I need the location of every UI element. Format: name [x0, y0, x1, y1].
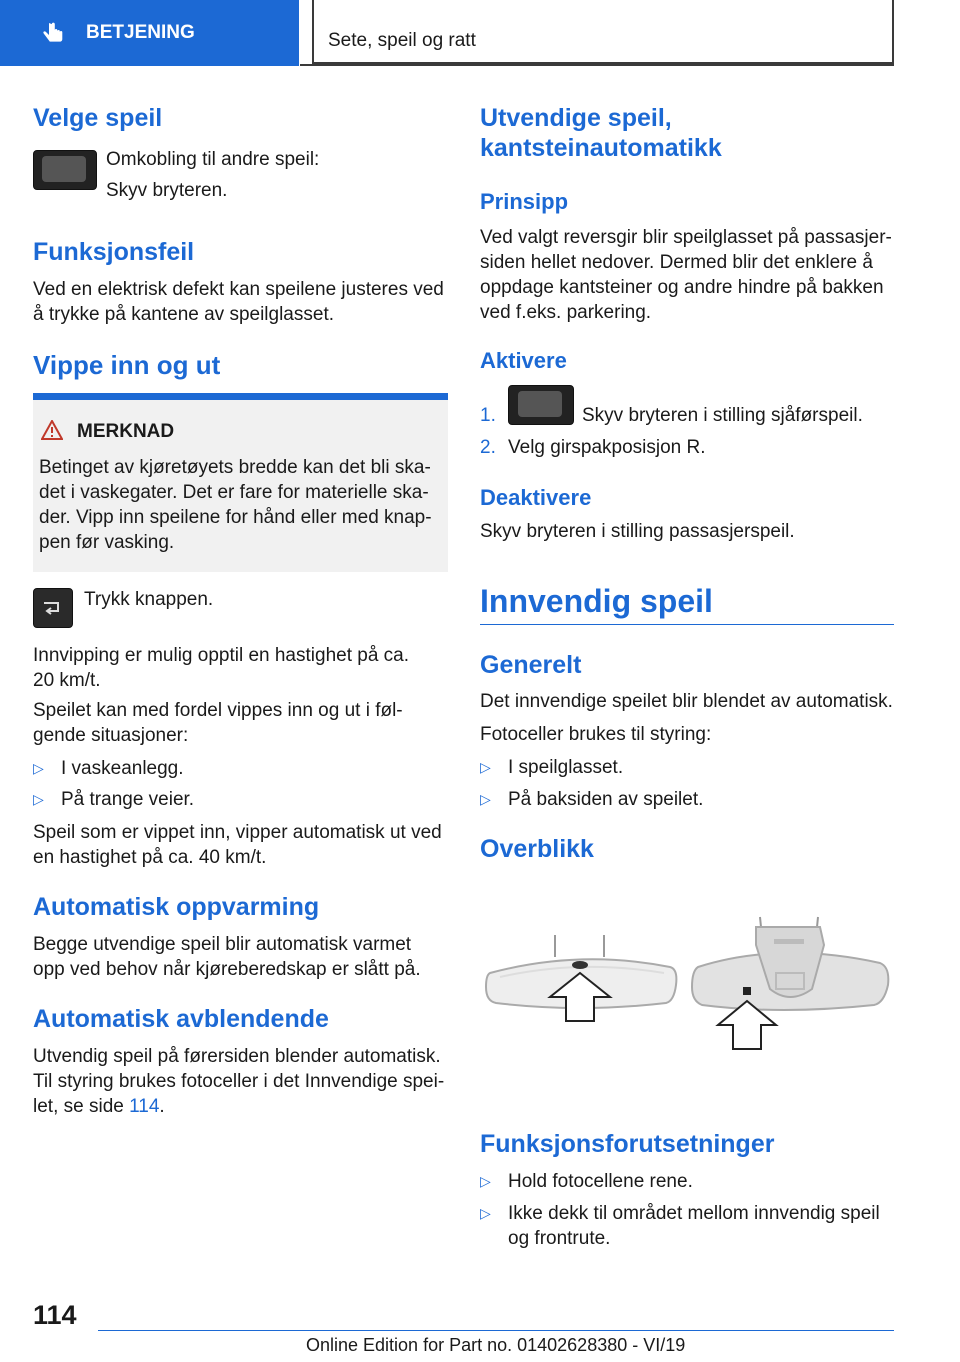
speilet-line-2: gende situasjoner:: [33, 725, 189, 746]
oppvarming-line-2: opp ved behov når kjøreberedskap er slått på.: [33, 959, 421, 980]
oppvarming-heading: Automatisk oppvarming: [33, 893, 320, 921]
generelt-heading: Generelt: [480, 651, 582, 679]
page-link[interactable]: 114: [129, 1096, 160, 1117]
fold-button-icon: [33, 588, 73, 628]
utvendige-heading-1: Utvendige speil,: [480, 104, 672, 132]
funksjonsfeil-heading: Funksjonsfeil: [33, 238, 195, 266]
notice-bar: [33, 393, 448, 400]
forutsetninger-cont: og frontrute.: [508, 1228, 611, 1249]
prinsipp-heading: Prinsipp: [480, 189, 569, 214]
notice-line-2: det i vaskegater. Det er fare for materielle ska-: [39, 482, 429, 503]
mirror-switch-icon: [33, 150, 97, 190]
avblendende-heading: Automatisk avblendende: [33, 1005, 329, 1033]
notice-label: MERKNAD: [77, 421, 175, 442]
step-number: 2.: [480, 437, 496, 458]
divider: [480, 624, 894, 625]
velge-speil-text-1: Omkobling til andre speil:: [106, 149, 320, 170]
generelt-line-2: Fotoceller brukes til styring:: [480, 724, 712, 745]
step-number: 1.: [480, 405, 496, 426]
bullet-triangle-icon: ▷: [480, 1205, 491, 1221]
velge-speil-text-2: Skyv bryteren.: [106, 180, 228, 201]
warning-icon: [41, 420, 63, 440]
aktivere-heading: Aktivere: [480, 348, 567, 373]
subsection-label: Sete, speil og ratt: [328, 30, 476, 51]
page-number: 114: [33, 1300, 77, 1330]
bullet-triangle-icon: ▷: [33, 760, 44, 776]
footer-rule: [98, 1330, 894, 1331]
deaktivere-text: Skyv bryteren i stilling passasjerspeil.: [480, 521, 795, 542]
notice-box: [33, 400, 448, 572]
bullet-triangle-icon: ▷: [480, 759, 491, 775]
vippe-heading: Vippe inn og ut: [33, 350, 221, 380]
edition-text: Online Edition for Part no. 01402628380 - VI/19: [306, 1335, 686, 1355]
mirror-switch-icon: [508, 385, 574, 425]
generelt-line-1: Det innvendige speilet blir blendet av automatisk.: [480, 691, 893, 712]
section-label: BETJENING: [86, 22, 195, 43]
deaktivere-heading: Deaktivere: [480, 485, 592, 510]
bullet-triangle-icon: ▷: [33, 791, 44, 807]
notice-line-3: der. Vipp inn speilene for hånd eller med knap-: [39, 507, 432, 528]
prinsipp-line-1: Ved valgt reversgir blir speilglasset på passasjer-: [480, 227, 892, 248]
innvipping-line-2: 20 km/t.: [33, 670, 101, 691]
avblendende-line-3: let, se side 114.: [33, 1096, 165, 1117]
funksjonsforutsetninger-heading: Funksjonsforutsetninger: [480, 1130, 775, 1158]
innvipping-line-1: Innvipping er mulig opptil en hastighet på ca.: [33, 645, 410, 666]
speilet-line-1: Speilet kan med fordel vippes inn og ut i føl-: [33, 700, 403, 721]
trykk-knappen: Trykk knappen.: [84, 589, 214, 610]
avblendende-line-1: Utvendig speil på førersiden blender automatisk.: [33, 1046, 441, 1067]
section-tab[interactable]: [0, 0, 299, 66]
rearview-mirror-illustration: [480, 905, 894, 1065]
oppvarming-line-1: Begge utvendige speil blir automatisk varmet: [33, 934, 412, 955]
innvendig-heading: Innvendig speil: [480, 583, 713, 619]
notice-line-1: Betinget av kjøretøyets bredde kan det bli ska-: [39, 457, 431, 478]
funksjonsfeil-line-1: Ved en elektrisk defekt kan speilene justeres ved: [33, 279, 444, 300]
bullet-triangle-icon: ▷: [480, 791, 491, 807]
prinsipp-line-4: ved f.eks. parkering.: [480, 302, 652, 323]
hand-pointer-icon: [40, 20, 66, 46]
step-text: Skyv bryteren i stilling sjåførspeil.: [582, 405, 863, 426]
prinsipp-line-2: siden hellet nedover. Dermed blir det enklere å: [480, 252, 873, 273]
overblikk-heading: Overblikk: [480, 835, 594, 863]
velge-speil-heading: Velge speil: [33, 104, 163, 132]
notice-line-4: pen før vasking.: [39, 532, 175, 553]
step-text: Velg girspakposisjon R.: [508, 437, 706, 458]
prinsipp-line-3: oppdage kantsteiner og andre hindre på bakken: [480, 277, 884, 298]
subsection-header: [312, 0, 894, 64]
avblendende-line-2: Til styring brukes fotoceller i det Innvendige spei-: [33, 1071, 445, 1092]
utvendige-heading-2: kantsteinautomatikk: [480, 134, 722, 162]
vippet-line-2: en hastighet på ca. 40 km/t.: [33, 847, 267, 868]
vippet-line-1: Speil som er vippet inn, vipper automatisk ut ved: [33, 822, 442, 843]
header-rule: [300, 64, 894, 66]
bullet-triangle-icon: ▷: [480, 1173, 491, 1189]
funksjonsfeil-line-2: å trykke på kantene av speilglasset.: [33, 304, 335, 325]
